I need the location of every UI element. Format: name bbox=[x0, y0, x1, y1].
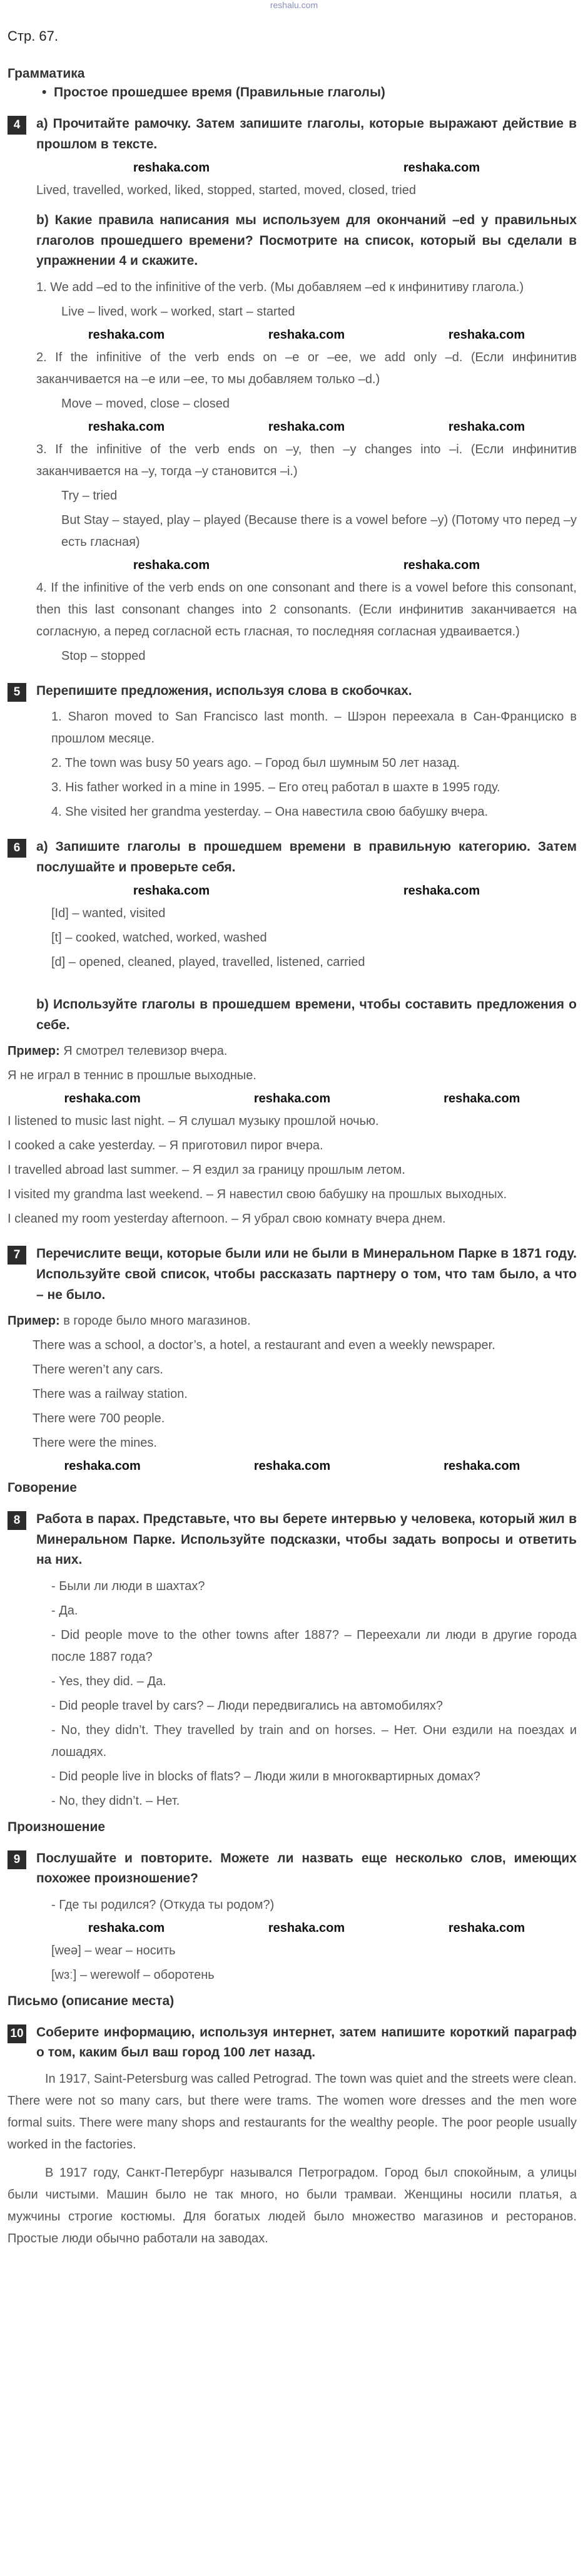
dialog-line: - Did people move to the other towns after 1887? – Переехали ли люди в другие города после 1887 года? bbox=[51, 1628, 577, 1664]
pron-line: - Где ты родился? (Откуда ты родом?) bbox=[51, 1897, 275, 1912]
task-6a-question: a) Запишите глаголы в прошедшем времени в правильную категорию. Затем послушайте и проверьте себя. bbox=[36, 839, 577, 875]
rule-3-example-2: But Stay – stayed, play – played (Because there is a vowel before –y) (Потому что перед –y есть гласная) bbox=[61, 513, 577, 549]
rule-4: 4. If the infinitive of the verb ends on one consonant and there is a vowel before this consonant, then this last consonant changes into 2 consonants. (Если инфинитив заканчивается на согласную, а перед согласной есть гласная, то последняя согласная удваивается.) bbox=[36, 580, 577, 639]
rule-2: 2. If the infinitive of the verb ends on –e or –ee, we add only –d. (Если инфинитив заканчивается на –e или –ee, то мы добавляем только –d.) bbox=[36, 350, 577, 386]
watermark-row bbox=[8, 1458, 577, 1474]
task-8 bbox=[8, 1509, 577, 1812]
example-text: Я смотрел телевизор вчера. bbox=[63, 1044, 228, 1059]
task-number: 10 bbox=[8, 2024, 26, 2043]
section-writing: Письмо (описание места) bbox=[8, 1993, 175, 2008]
watermark: reshaka.com bbox=[448, 1921, 525, 1935]
site-header[interactable]: reshalu.com bbox=[270, 0, 318, 10]
task-5 bbox=[8, 681, 577, 824]
rule-4-example: Stop – stopped bbox=[61, 649, 146, 663]
section-grammar: Грамматика bbox=[8, 66, 85, 81]
answer-line: There was a school, a doctor’s, a hotel, a restaurant and even a weekly newspaper. bbox=[33, 1338, 495, 1353]
watermark: reshaka.com bbox=[444, 1459, 520, 1474]
pron-line: [weə] – wear – носить bbox=[51, 1943, 176, 1958]
task-4b-question: b) Какие правила написания мы используем для окончаний –ed у правильных глаголов прошедшего времени? Посмотрите на список, который вы сделали в упражнении 4 и скажите. bbox=[36, 213, 577, 269]
watermark: reshaka.com bbox=[403, 558, 480, 572]
sentence-1: 1. Sharon moved to San Francisco last month. – Шэрон переехала в Сан-Франциско в прошлом месяце. bbox=[51, 710, 577, 746]
watermark-row bbox=[36, 160, 577, 176]
sentence-3: 3. His father worked in a mine in 1995. – Его отец работал в шахте в 1995 году. bbox=[51, 781, 500, 795]
task-7-answers bbox=[8, 1310, 577, 1474]
watermark: reshaka.com bbox=[268, 327, 345, 342]
category-t: [t] – cooked, watched, worked, washed bbox=[51, 931, 267, 945]
dialog-line: - Did people live in blocks of flats? – Люди жили в многоквартирных домах? bbox=[51, 1769, 480, 1783]
watermark: reshaka.com bbox=[403, 884, 480, 898]
rule-1-example: Live – lived, work – worked, start – started bbox=[61, 304, 295, 319]
watermark: reshaka.com bbox=[88, 1921, 165, 1935]
task-number: 6 bbox=[8, 839, 26, 858]
page-number: Стр. 67. bbox=[8, 28, 59, 44]
answer-line: There were 700 people. bbox=[33, 1412, 165, 1426]
task-9 bbox=[8, 1849, 577, 1986]
task-10 bbox=[8, 2023, 577, 2250]
watermark: reshaka.com bbox=[133, 558, 210, 572]
watermark-row bbox=[8, 1090, 577, 1107]
task-4 bbox=[8, 114, 577, 667]
category-id: [Id] – wanted, visited bbox=[51, 906, 166, 921]
watermark-row bbox=[36, 327, 577, 343]
category-d: [d] – opened, cleaned, played, travelled, listened, carried bbox=[51, 955, 365, 970]
answer-line: I listened to music last night. – Я слушал музыку прошлой ночью. bbox=[8, 1114, 379, 1129]
rule-1: 1. We add –ed to the infinitive of the verb. (Мы добавляем –ed к инфинитиву глагола.) bbox=[36, 280, 524, 294]
dialog-line: - No, they didn’t. – Нет. bbox=[51, 1793, 180, 1808]
sentence-4: 4. She visited her grandma yesterday. – Она навестила свою бабушку вчера. bbox=[51, 805, 489, 819]
watermark: reshaka.com bbox=[268, 1921, 345, 1935]
grammar-topic: • Простое прошедшее время (Правильные глаголы) bbox=[42, 85, 385, 100]
watermark: reshaka.com bbox=[253, 1459, 331, 1474]
dialog-line: - Были ли люди в шахтах? bbox=[51, 1579, 205, 1593]
task-4a-answer: Lived, travelled, worked, liked, stopped, started, moved, closed, tried bbox=[36, 183, 416, 198]
section-pronunciation: Произношение bbox=[8, 1819, 106, 1834]
watermark-row bbox=[36, 557, 577, 573]
page-content bbox=[8, 63, 577, 2252]
task-10-answers bbox=[8, 2068, 577, 2250]
watermark-row bbox=[36, 1920, 577, 1936]
rule-3-example: Try – tried bbox=[61, 488, 118, 503]
task-7-question: Перечислите вещи, которые были или не были в Минеральном Парке в 1871 году. Используйте свой список, чтобы рассказать партнеру о том, что там было, а что – не было. bbox=[36, 1246, 577, 1302]
watermark: reshaka.com bbox=[133, 884, 210, 898]
paragraph-ru: В 1917 году, Санкт-Петербург назывался Петроградом. Город был спокойным, а улицы были чистыми. Машин было не так много, но были трамваи. Женщины носили платья, а мужчины строгие костюмы. Для богатых людей было множество магазинов и ресторанов. Простые люди обычно работали на заводах. bbox=[8, 2165, 577, 2245]
watermark: reshaka.com bbox=[88, 327, 165, 342]
answer-line: I visited my grandma last weekend. – Я навестил свою бабушку на прошлых выходных. bbox=[8, 1188, 507, 1202]
watermark: reshaka.com bbox=[448, 327, 525, 342]
example-line bbox=[8, 1040, 577, 1062]
task-7 bbox=[8, 1244, 577, 1474]
paragraph-en: In 1917, Saint-Petersburg was called Petrograd. The town was quiet and the streets were clean. There were not so many cars, but there were trams. The women wore dresses and the men wore formal suits. There were many shops and restaurants for the wealthy people. The poor people usually worked in the factories. bbox=[8, 2071, 577, 2152]
watermark: reshaka.com bbox=[64, 1092, 141, 1106]
dialog-line: - Да. bbox=[51, 1603, 78, 1618]
task-10-question: Соберите информацию, используя интернет, затем напишите короткий параграф о том, каким был ваш город 100 лет назад. bbox=[36, 2024, 577, 2060]
example-line bbox=[8, 1310, 577, 1332]
dialog-line: - No, they didn’t. They travelled by train and on horses. – Нет. Они ездили на поездах и лошадях. bbox=[51, 1723, 577, 1759]
watermark: reshaka.com bbox=[403, 161, 480, 175]
answer-line: I cooked a cake yesterday. – Я приготовил пирог вчера. bbox=[8, 1139, 323, 1153]
watermark-row bbox=[36, 883, 577, 899]
dialog-line: - Did people travel by cars? – Люди передвигались на автомобилях? bbox=[51, 1698, 444, 1713]
task-9-question: Послушайте и повторите. Можете ли назвать еще несколько слов, имеющих похожее произношение? bbox=[36, 1850, 577, 1886]
task-4a-question: a) Прочитайте рамочку. Затем запишите глаголы, которые выражают действие в прошлом в тексте. bbox=[36, 116, 577, 151]
rule-2-example: Move – moved, close – closed bbox=[61, 396, 230, 411]
watermark: reshaka.com bbox=[268, 419, 345, 434]
watermark-row bbox=[36, 419, 577, 435]
answer-line: I cleaned my room yesterday afternoon. – Я убрал свою комнату вчера днем. bbox=[8, 1212, 446, 1226]
task-8-question: Работа в парах. Представьте, что вы берете интервью у человека, который жил в Минеральном Парке. Используйте подсказки, чтобы задать вопросы и ответить на них. bbox=[36, 1512, 577, 1568]
watermark: reshaka.com bbox=[448, 419, 525, 434]
answer-line: There weren’t any cars. bbox=[33, 1363, 163, 1377]
watermark: reshaka.com bbox=[88, 419, 165, 434]
rule-3: 3. If the infinitive of the verb ends on –y, then –y changes into –i. (Если инфинитив заканчивается на –y, тогда –y становится –i.) bbox=[36, 442, 577, 478]
dialog-line: - Yes, they did. – Да. bbox=[51, 1674, 166, 1688]
watermark: reshaka.com bbox=[64, 1459, 141, 1474]
sentence-2: 2. The town was busy 50 years ago. – Город был шумным 50 лет назад. bbox=[51, 756, 460, 771]
task-number: 5 bbox=[8, 683, 26, 702]
task-6 bbox=[8, 837, 577, 1230]
task-5-question: Перепишите предложения, используя слова в скобочках. bbox=[36, 683, 412, 698]
example-label: Пример: bbox=[8, 1044, 60, 1059]
task-number: 4 bbox=[8, 116, 26, 135]
task-number: 8 bbox=[8, 1511, 26, 1530]
task-6b-answers bbox=[8, 1040, 577, 1230]
answer-line: There were the mines. bbox=[33, 1436, 157, 1450]
example-line-2: Я не играл в теннис в прошлые выходные. bbox=[8, 1069, 256, 1083]
example-text: в городе было много магазинов. bbox=[63, 1314, 251, 1328]
answer-line: I travelled abroad last summer. – Я ездил за границу прошлым летом. bbox=[8, 1163, 405, 1178]
task-number: 7 bbox=[8, 1246, 26, 1265]
section-speaking: Говорение bbox=[8, 1480, 77, 1496]
watermark: reshaka.com bbox=[253, 1092, 331, 1106]
watermark: reshaka.com bbox=[444, 1092, 520, 1106]
answer-line: There was a railway station. bbox=[33, 1387, 188, 1402]
task-6b-question: b) Используйте глаголы в прошедшем времени, чтобы составить предложения о себе. bbox=[36, 997, 577, 1032]
watermark: reshaka.com bbox=[133, 161, 210, 175]
task-number: 9 bbox=[8, 1850, 26, 1869]
grammar-topic-text: Простое прошедшее время (Правильные глаголы) bbox=[54, 85, 385, 100]
example-label: Пример: bbox=[8, 1314, 60, 1328]
pron-line: [wɜː] – werewolf – оборотень bbox=[51, 1968, 215, 1982]
